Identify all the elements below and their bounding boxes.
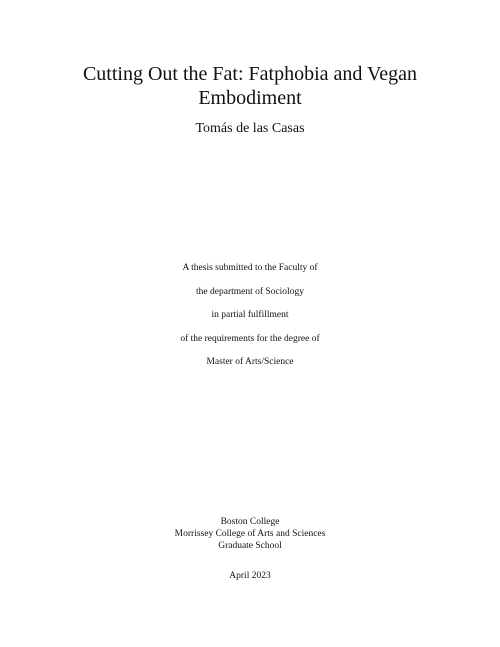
submission-date: April 2023	[229, 571, 271, 581]
submission-line-fulfillment: in partial fulfillment	[211, 310, 289, 320]
institution-university: Boston College	[220, 517, 280, 527]
institution-college: Morrissey College of Arts and Sciences	[174, 529, 326, 539]
thesis-title-line-1: Cutting Out the Fat: Fatphobia and Vegan	[82, 63, 418, 85]
author-name: Tomás de las Casas	[195, 121, 305, 136]
submission-line-degree: Master of Arts/Science	[206, 357, 294, 367]
submission-statement	[40, 263, 460, 381]
submission-line-department: the department of Sociology	[196, 286, 304, 297]
submission-line-faculty: A thesis submitted to the Faculty of	[182, 263, 318, 273]
submission-line-requirements: of the requirements for the degree of	[180, 333, 320, 344]
institution-school: Graduate School	[218, 541, 282, 551]
thesis-title	[40, 62, 460, 110]
thesis-title-line-2: Embodiment	[198, 87, 302, 109]
institution-block	[40, 516, 460, 552]
